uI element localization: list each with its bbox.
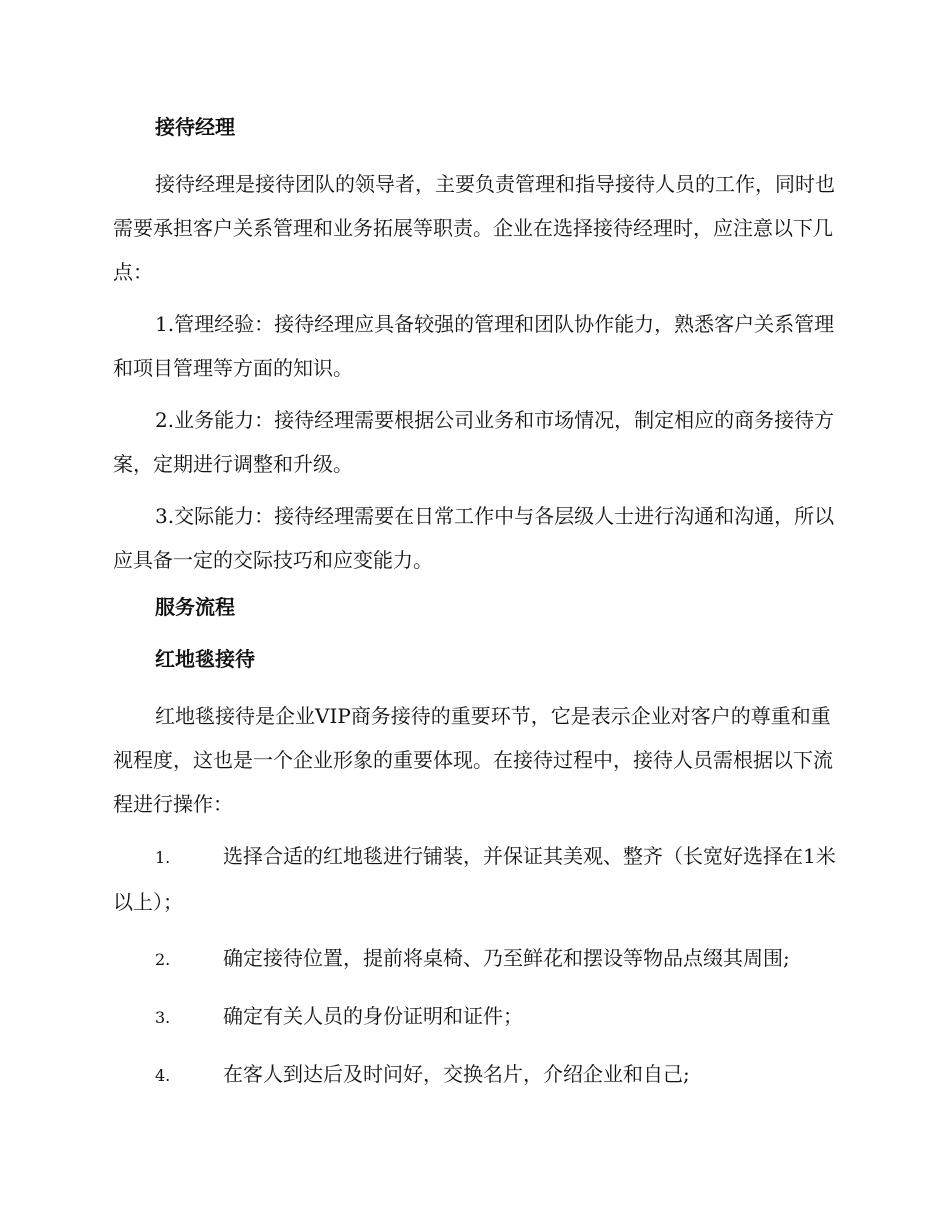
paragraph-point-social-ability: 3.交际能力：接待经理需要在日常工作中与各层级人士进行沟通和沟通，所以应具备一定的交际技巧和应变能力。 <box>113 504 835 572</box>
list-item-number: 4. <box>155 1066 171 1085</box>
list-item-text: 在客人到达后及时问好，交换名片，介绍企业和自己; <box>223 1062 690 1086</box>
list-item <box>113 994 843 1040</box>
list-item-number: 3. <box>155 1008 171 1027</box>
heading-red-carpet: 红地毯接待 <box>155 647 255 671</box>
list-item-text: 确定接待位置，提前将桌椅、乃至鲜花和摆设等物品点缀其周围; <box>223 946 790 970</box>
list-item <box>113 936 843 982</box>
document-body <box>113 110 843 1110</box>
heading-reception-manager: 接待经理 <box>155 115 235 139</box>
numbered-steps-list <box>113 834 843 1098</box>
paragraph-red-carpet-intro: 红地毯接待是企业VIP商务接待的重要环节，它是表示企业对客户的尊重和重视程度，这也是一个企业形象的重要体现。在接待过程中，接待人员需根据以下流程进行操作： <box>113 704 833 816</box>
list-item-number: 1. <box>155 848 171 867</box>
list-item-number: 2. <box>155 950 171 969</box>
list-item <box>113 834 843 924</box>
paragraph-manager-intro: 接待经理是接待团队的领导者，主要负责管理和指导接待人员的工作，同时也需要承担客户关系管理和业务拓展等职责。企业在选择接待经理时，应注意以下几点： <box>113 172 835 284</box>
list-item-text: 选择合适的红地毯进行铺装，并保证其美观、整齐（长宽好选择在1米以上）； <box>113 844 836 914</box>
list-item-text: 确定有关人员的身份证明和证件； <box>223 1004 523 1028</box>
paragraph-point-management-experience: 1.管理经验：接待经理应具备较强的管理和团队协作能力，熟悉客户关系管理和项目管理等方面的知识。 <box>113 312 835 380</box>
list-item <box>113 1052 843 1098</box>
heading-service-process: 服务流程 <box>155 595 235 619</box>
paragraph-point-business-ability: 2.业务能力：接待经理需要根据公司业务和市场情况，制定相应的商务接待方案，定期进行调整和升级。 <box>113 408 835 476</box>
